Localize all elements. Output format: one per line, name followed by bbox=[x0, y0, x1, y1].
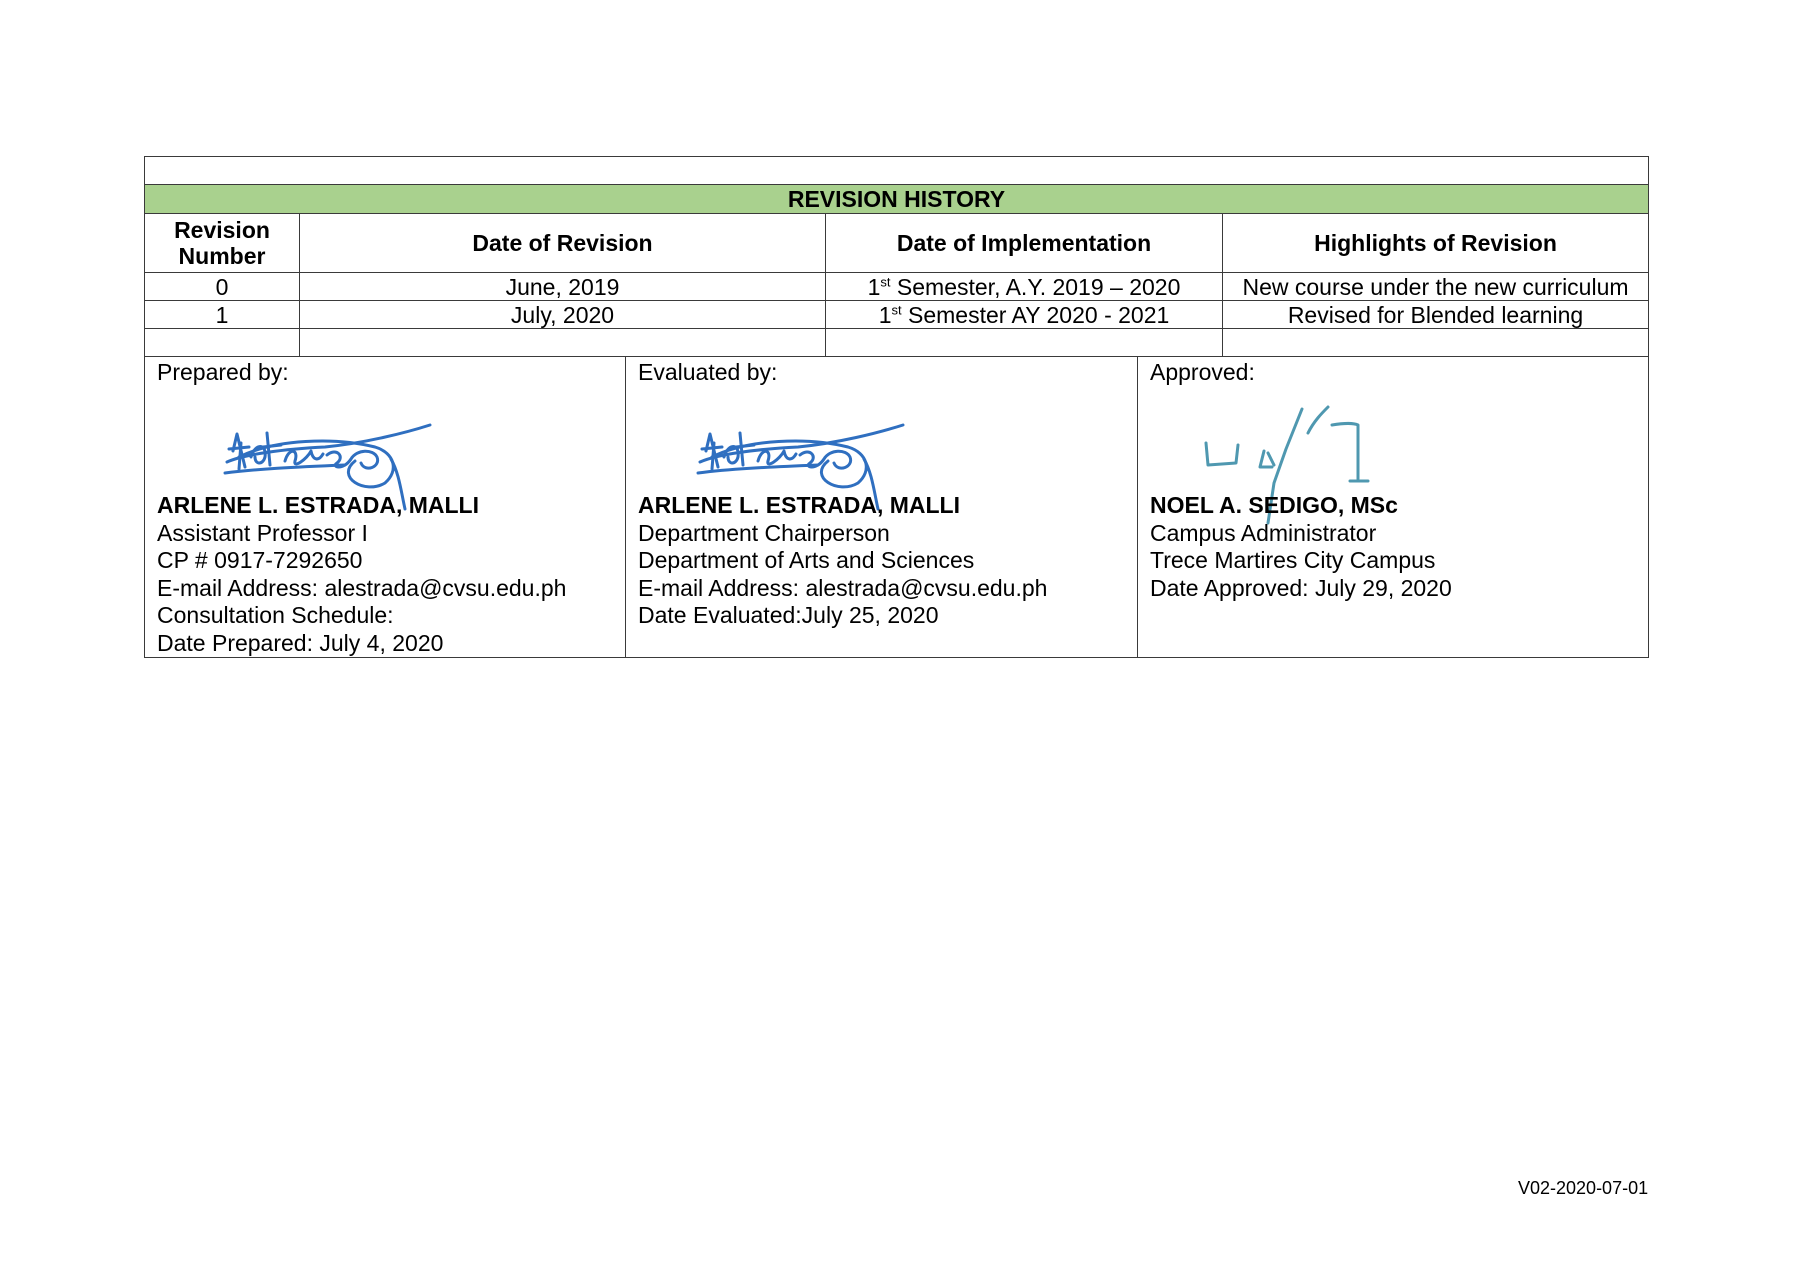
header-revision-number-line2: Number bbox=[178, 243, 266, 269]
empty-cell bbox=[826, 329, 1223, 357]
signatories-table bbox=[144, 356, 1649, 658]
prepared-by-email: E-mail Address: alestrada@cvsu.edu.ph bbox=[157, 574, 567, 601]
document-frame bbox=[144, 156, 1648, 658]
date-of-revision-cell: July, 2020 bbox=[300, 301, 826, 329]
empty-cell bbox=[300, 329, 826, 357]
prepared-by-phone: CP # 0917-7292650 bbox=[157, 547, 363, 574]
impl-ordinal-suffix: st bbox=[891, 301, 902, 317]
version-code: V02-2020-07-01 bbox=[1518, 1178, 1649, 1198]
evaluated-by-email: E-mail Address: alestrada@cvsu.edu.ph bbox=[638, 574, 1048, 601]
impl-ordinal-suffix: st bbox=[880, 273, 891, 289]
header-highlights: Highlights of Revision bbox=[1223, 214, 1649, 273]
prepared-by-details bbox=[157, 492, 566, 658]
evaluated-by-label: Evaluated by: bbox=[638, 359, 778, 385]
approved-by-label: Approved: bbox=[1150, 359, 1255, 385]
date-of-revision-cell: June, 2019 bbox=[300, 273, 826, 301]
table-row bbox=[145, 301, 1649, 329]
header-date-of-revision: Date of Revision bbox=[300, 214, 826, 273]
highlights-cell: Revised for Blended learning bbox=[1223, 301, 1649, 329]
evaluated-by-cell bbox=[626, 357, 1138, 658]
empty-cell bbox=[145, 329, 300, 357]
prepared-by-cell bbox=[145, 357, 626, 658]
impl-rest: Semester, A.Y. 2019 – 2020 bbox=[890, 273, 1181, 300]
prepared-by-name: ARLENE L. ESTRADA, MALLI bbox=[157, 492, 479, 518]
prepared-by-date: Date Prepared: July 4, 2020 bbox=[157, 629, 444, 656]
impl-rest: Semester AY 2020 - 2021 bbox=[901, 301, 1170, 328]
revision-number-cell: 0 bbox=[145, 273, 300, 301]
evaluated-by-position: Department Chairperson bbox=[638, 519, 890, 546]
revision-history-title: REVISION HISTORY bbox=[145, 185, 1649, 214]
top-empty-row bbox=[145, 157, 1649, 185]
title-row bbox=[145, 185, 1649, 214]
header-revision-number bbox=[145, 214, 300, 273]
approved-by-campus: Trece Martires City Campus bbox=[1150, 547, 1436, 574]
signatories-row bbox=[145, 357, 1649, 658]
evaluated-by-department: Department of Arts and Sciences bbox=[638, 547, 975, 574]
approved-by-name: NOEL A. SEDIGO, MSc bbox=[1150, 492, 1398, 518]
top-empty-cell bbox=[145, 157, 1649, 185]
prepared-by-consultation: Consultation Schedule: bbox=[157, 602, 394, 629]
empty-cell bbox=[1223, 329, 1649, 357]
approved-by-details bbox=[1150, 492, 1452, 602]
header-date-of-implementation: Date of Implementation bbox=[826, 214, 1223, 273]
evaluated-by-name: ARLENE L. ESTRADA, MALLI bbox=[638, 492, 960, 518]
approved-by-position: Campus Administrator bbox=[1150, 519, 1377, 546]
header-row bbox=[145, 214, 1649, 273]
empty-row bbox=[145, 329, 1649, 357]
approved-by-cell bbox=[1138, 357, 1649, 658]
date-of-implementation-cell bbox=[826, 273, 1223, 301]
revision-history-table bbox=[144, 156, 1649, 357]
highlights-cell: New course under the new curriculum bbox=[1223, 273, 1649, 301]
date-of-implementation-cell bbox=[826, 301, 1223, 329]
prepared-by-position: Assistant Professor I bbox=[157, 519, 368, 546]
approved-by-date: Date Approved: July 29, 2020 bbox=[1150, 574, 1452, 601]
evaluated-by-details bbox=[638, 492, 1047, 630]
evaluated-by-date: Date Evaluated:July 25, 2020 bbox=[638, 602, 939, 629]
revision-number-cell: 1 bbox=[145, 301, 300, 329]
table-row bbox=[145, 273, 1649, 301]
impl-ordinal: 1 bbox=[867, 273, 881, 300]
impl-ordinal: 1 bbox=[878, 301, 892, 328]
prepared-by-label: Prepared by: bbox=[157, 359, 289, 385]
header-revision-number-line1: Revision bbox=[174, 217, 270, 243]
